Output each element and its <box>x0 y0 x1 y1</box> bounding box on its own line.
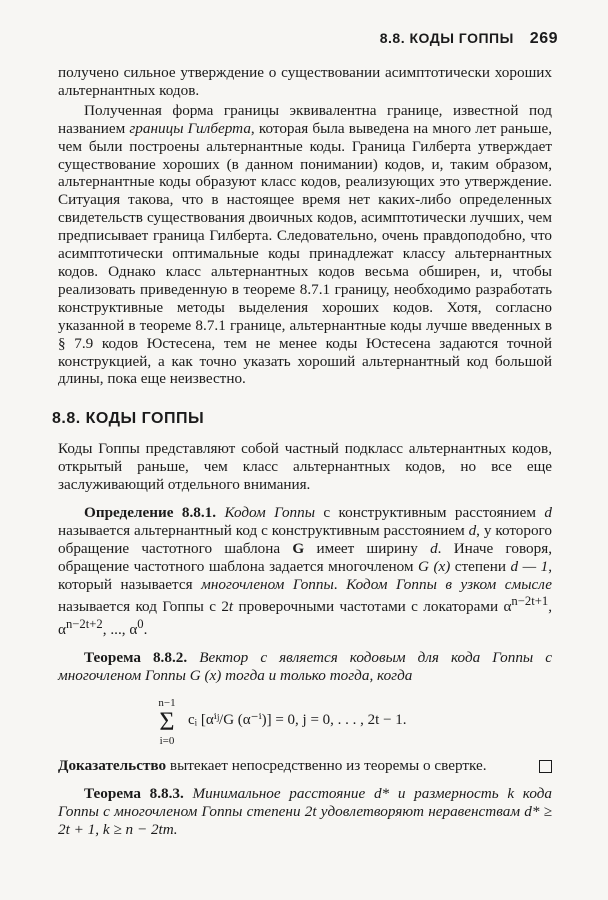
def-var: d — 1 <box>510 557 549 575</box>
sum-upper-limit: n−1 <box>158 697 176 710</box>
paragraph-2-text-b: , которая была выведена на много лет раньше, чем были построены альтернантные коды. Граница Гилберта утверждает существование хороших (в данном понимании) кодов, и, таким образом, альтернантные коды образуют класс кодов, реализующих это утверждение. Ситуация такова, что в настоящее время нет каких-либо определенных свидетельств существования двоичных кодов, асимптотически лучших, чем предписывает граница Гилберта. Следовательно, очень правдоподобно, что асимптотически оптимальные коды принадлежат классу альтернантных кодов. Однако класс альтернантных кодов весьма обширен, и, чтобы реализовать приведенную в теореме 8.7.1 границу, необходимо разработать конструктивные методы выделения хороших кодов. Хотя, согласно указанной в теореме 8.7.1 границе, альтернантные коды лучше введенных в § 7.9 кодов Юстесена, тем не менее коды Юстесена задаются точной конструкцией, а как точно указать хороший альтернантный код большой длины, пока еще неизвестно. <box>58 119 552 388</box>
def-text: с конструктивным расстоянием <box>315 503 545 521</box>
paragraph-2-text-a: Полученная форма границы эквивалентна границе, известной под названием <box>58 101 552 137</box>
proof-label: Доказательство <box>58 757 167 775</box>
def-var: t <box>228 598 234 616</box>
running-header <box>380 30 558 48</box>
def-text: . Иначе говоря, обращение частотного шаблона задается многочленом <box>58 539 553 575</box>
def-var: G (x) <box>417 557 451 575</box>
definition-label: Определение 8.8.1. <box>84 503 217 521</box>
proof-text-block <box>58 757 487 775</box>
def-text: , который называется <box>58 557 552 593</box>
def-text: проверочными частотами с локаторами α <box>233 598 512 616</box>
summation <box>152 697 182 747</box>
page-number: 269 <box>529 30 558 47</box>
proof-text: вытекает непосредственно из теоремы о свертке. <box>166 757 487 775</box>
definition-8-8-1 <box>58 504 552 639</box>
term-gilbert-bound: границы Гилберта <box>129 119 251 137</box>
def-superscript: n−2t+1 <box>511 594 549 609</box>
def-term-narrow-sense: Кодом Гоппы в узком смысле <box>346 575 552 593</box>
theorem-label: Теорема 8.8.3. <box>84 785 184 803</box>
formula-body: cᵢ [αⁱʲ/G (α⁻ⁱ)] = 0, j = 0, . . . , 2t − 1. <box>188 712 407 729</box>
page-body <box>52 64 553 839</box>
def-text: степени <box>450 557 511 575</box>
def-var: d <box>544 503 553 521</box>
section-heading: 8.8. КОДЫ ГОППЫ <box>52 410 205 428</box>
proof <box>58 757 552 775</box>
def-text: , у которого обращение частотного шаблона <box>58 521 552 557</box>
theorem-text: Минимальное расстояние d* и размерность k кода Гоппы с многочленом Гоппы степени 2t удовлетворяют неравенствам d* ≥ 2t + 1, k ≥ n − 2tm. <box>58 785 552 838</box>
header-section-title: 8.8. КОДЫ ГОППЫ <box>379 30 514 46</box>
def-text: называется код Гоппы с 2 <box>58 598 229 616</box>
sigma-symbol: Σ <box>159 707 175 737</box>
def-text: . <box>333 575 347 593</box>
goppa-check-formula <box>122 697 552 748</box>
paragraph-1: получено сильное утверждение о существовании асимптотически хороших альтернантных кодов. <box>58 64 552 99</box>
def-superscript: n−2t+2 <box>65 617 103 632</box>
def-text: , ..., α <box>102 621 138 639</box>
def-term-goppa-polynomial: многочленом Гоппы <box>201 575 334 593</box>
def-text: . <box>143 621 148 639</box>
paragraph-2 <box>58 102 552 389</box>
theorem-text: Вектор c является кодовым для кода Гоппы с многочленом Гоппы G (x) тогда и только тогда, когда <box>58 649 552 685</box>
theorem-8-8-2 <box>58 649 552 685</box>
theorem-label: Теорема 8.8.2. <box>84 649 188 667</box>
def-term-goppa-code: Кодом Гоппы <box>224 503 316 521</box>
def-text: , α <box>58 598 552 639</box>
qed-square-icon <box>539 760 552 773</box>
def-var: d <box>468 521 477 539</box>
def-var: G <box>292 539 305 557</box>
theorem-8-8-3 <box>58 785 552 839</box>
def-text: имеет ширину <box>304 539 431 557</box>
def-superscript: 0 <box>137 617 144 632</box>
paragraph-3: Коды Гоппы представляют собой частный подкласс альтернантных кодов, открытый раньше, чем класс альтернантных кодов, но все еще заслуживающий отдельного внимания. <box>58 440 552 494</box>
sum-lower-limit: i=0 <box>159 735 175 748</box>
def-var: d <box>430 539 438 557</box>
def-text: называется альтернантный код с конструктивным расстоянием <box>58 521 469 539</box>
